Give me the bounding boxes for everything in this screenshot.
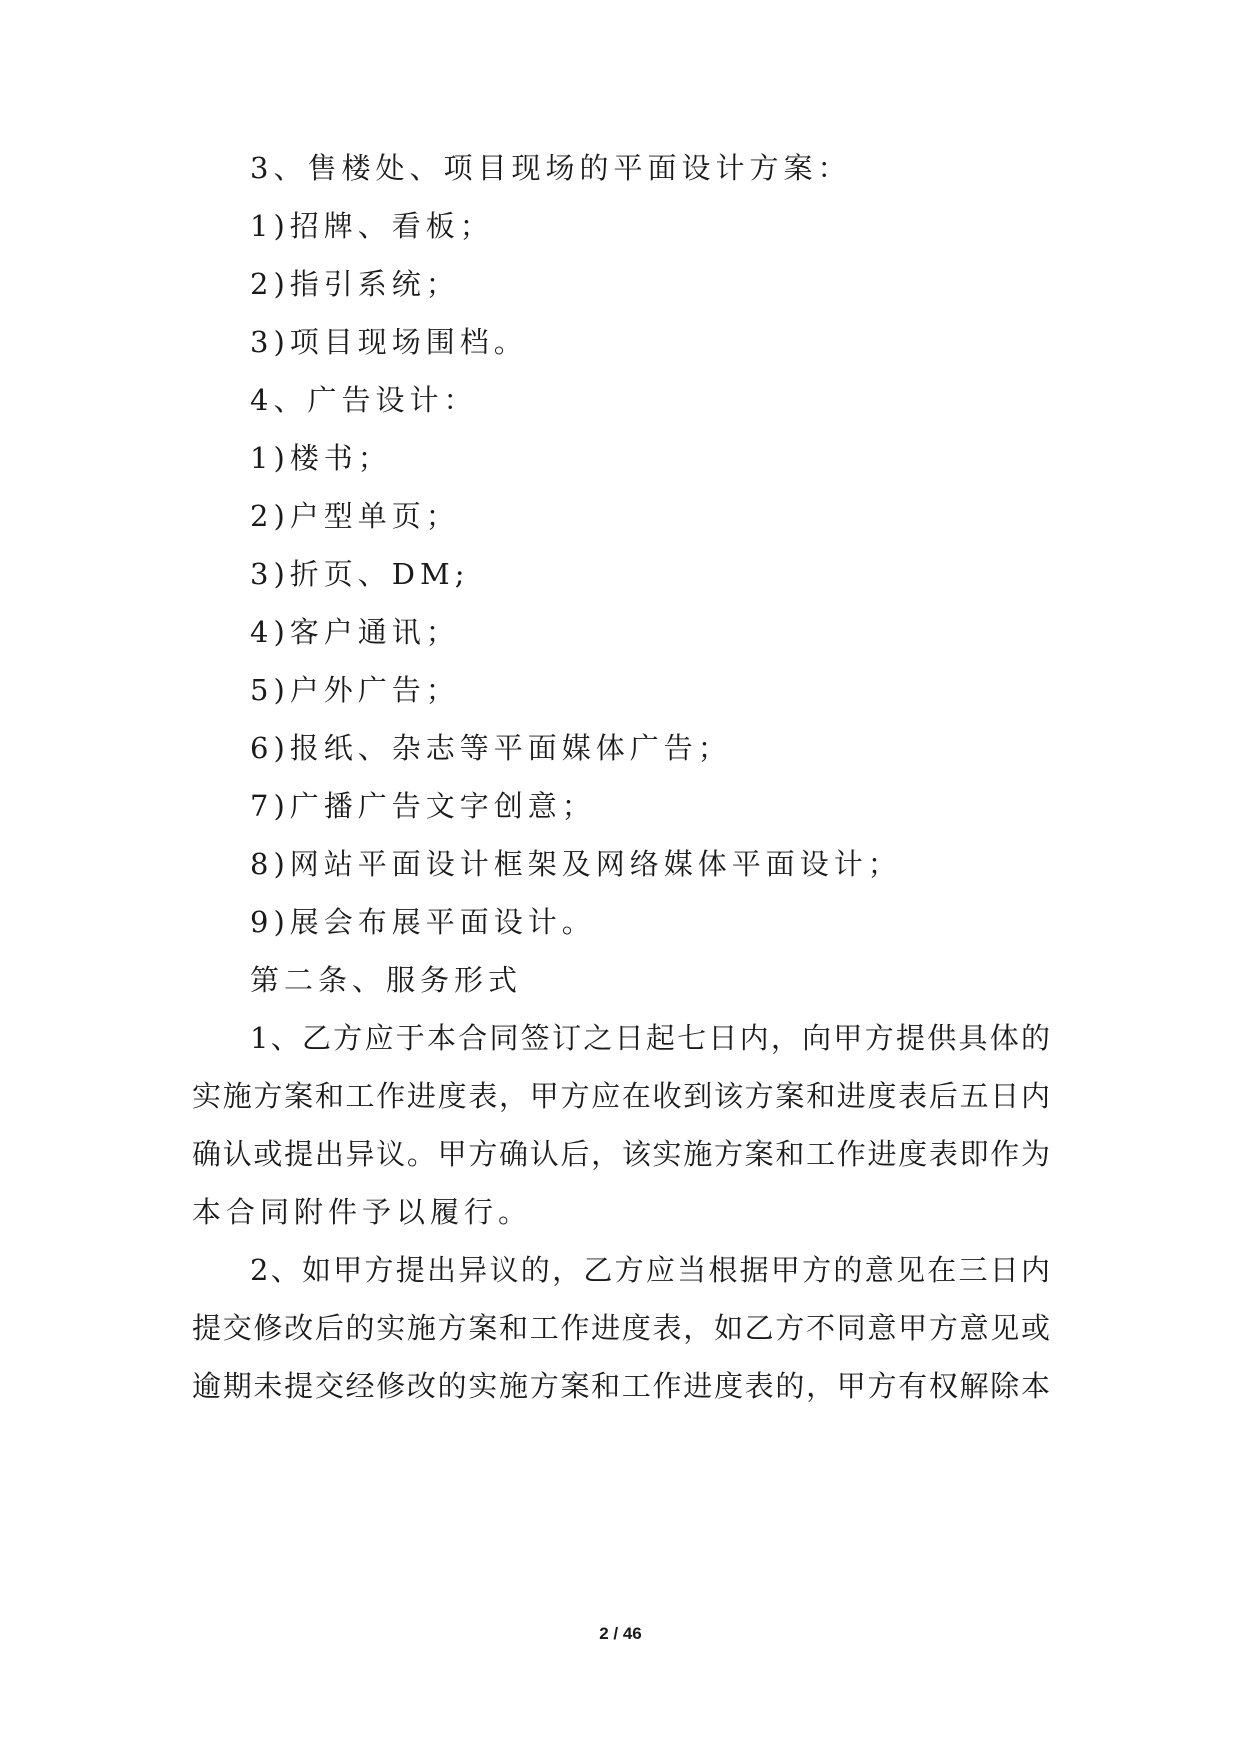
page-number: 2 / 46 xyxy=(599,1624,642,1643)
paragraph-1-line: 本合同附件予以履行。 xyxy=(192,1195,533,1229)
paragraph-2-line: 逾期未提交经修改的实施方案和工作进度表的，甲方有权解除本 xyxy=(192,1369,1050,1403)
article-heading: 第二条、服务形式 xyxy=(250,963,523,997)
list-item: 7)广播广告文字创意； xyxy=(250,789,596,823)
list-item: 3)项目现场围档。 xyxy=(250,325,528,359)
list-item: 5)户外广告； xyxy=(250,673,460,707)
paragraph-1-line: 确认或提出异议。甲方确认后，该实施方案和工作进度表即作为 xyxy=(192,1137,1050,1171)
list-item: 1)楼书； xyxy=(250,441,392,475)
list-item: 3)折页、DM; xyxy=(250,557,470,591)
section-heading-4: 4、广告设计： xyxy=(250,383,478,417)
list-item: 2)指引系统； xyxy=(250,267,460,301)
list-item: 6)报纸、杂志等平面媒体广告； xyxy=(250,731,732,765)
list-item: 4)客户通讯； xyxy=(250,615,460,649)
paragraph-1-line: 实施方案和工作进度表，甲方应在收到该方案和进度表后五日内 xyxy=(192,1079,1050,1113)
list-item: 8)网站平面设计框架及网络媒体平面设计； xyxy=(250,847,902,881)
paragraph-1-line: 1、乙方应于本合同签订之日起七日内，向甲方提供具体的 xyxy=(250,1021,1050,1055)
paragraph-2-line: 提交修改后的实施方案和工作进度表，如乙方不同意甲方意见或 xyxy=(192,1311,1050,1345)
section-heading-3: 3、售楼处、项目现场的平面设计方案： xyxy=(250,151,852,185)
paragraph-2-line: 2、如甲方提出异议的，乙方应当根据甲方的意见在三日内 xyxy=(250,1253,1050,1287)
list-item: 9)展会布展平面设计。 xyxy=(250,905,596,939)
list-item: 1)招牌、看板； xyxy=(250,209,494,243)
list-item: 2)户型单页； xyxy=(250,499,460,533)
